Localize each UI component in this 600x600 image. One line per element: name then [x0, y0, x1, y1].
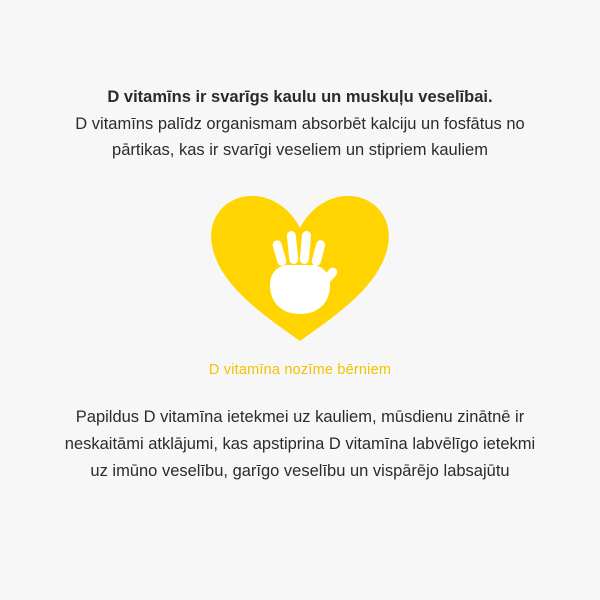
- intro-headline: D vitamīns ir svarīgs kaulu un muskuļu veselībai.: [107, 88, 493, 106]
- closing-paragraph: Papildus D vitamīna ietekmei uz kauliem, mūsdienu zinātnē ir neskaitāmi atklājumi, kas apstiprina D vitamīna labvēlīgo ietekmi uz imūno veselību, garīgo veselību un vispārējo labsajūtu: [64, 408, 536, 480]
- heart-icon: [205, 188, 395, 348]
- intro-paragraph: [60, 84, 540, 164]
- image-caption: D vitamīna nozīme bērniem: [208, 362, 392, 379]
- intro-body: D vitamīns palīdz organismam absorbēt kalciju un fosfātus no pārtikas, kas ir svarīgi veseliem un stipriem kauliem: [75, 114, 525, 160]
- heart-illustration: [205, 188, 395, 348]
